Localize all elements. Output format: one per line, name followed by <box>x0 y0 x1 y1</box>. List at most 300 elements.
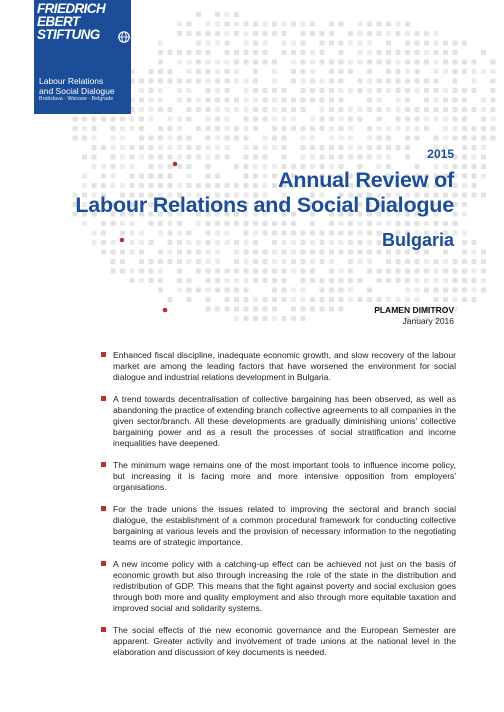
map-dot <box>263 107 268 112</box>
map-dot <box>187 31 192 36</box>
map-dot <box>481 50 486 55</box>
map-dot <box>187 240 192 245</box>
map-dot <box>377 126 382 131</box>
map-dot <box>120 145 125 150</box>
map-dot <box>225 297 230 302</box>
map-dot <box>291 98 296 103</box>
map-dot <box>291 259 296 264</box>
map-dot <box>253 155 258 160</box>
map-dot <box>481 145 486 150</box>
map-dot <box>405 155 410 160</box>
map-dot <box>415 41 420 46</box>
map-dot <box>158 50 163 55</box>
map-dot <box>139 231 144 236</box>
map-dot <box>339 155 344 160</box>
map-dot <box>348 31 353 36</box>
map-dot <box>272 269 277 274</box>
map-dot <box>396 88 401 93</box>
map-dot <box>196 126 201 131</box>
map-dot <box>434 278 439 283</box>
map-dot <box>491 98 496 103</box>
map-dot <box>481 126 486 131</box>
map-dot <box>472 278 477 283</box>
map-dot <box>405 269 410 274</box>
map-dot <box>282 88 287 93</box>
map-dot <box>405 50 410 55</box>
map-dot <box>301 136 306 141</box>
map-dot <box>244 278 249 283</box>
map-dot <box>377 136 382 141</box>
map-dot <box>301 41 306 46</box>
map-dot <box>396 31 401 36</box>
map-dot <box>130 145 135 150</box>
map-dot <box>130 126 135 131</box>
map-dot <box>234 288 239 293</box>
map-dot <box>196 221 201 226</box>
map-dot <box>272 288 277 293</box>
map-dot <box>310 221 315 226</box>
map-dot <box>234 50 239 55</box>
map-dot <box>282 31 287 36</box>
map-dot <box>234 269 239 274</box>
map-dot <box>386 88 391 93</box>
map-dot <box>358 107 363 112</box>
map-dot <box>358 145 363 150</box>
map-dot <box>272 231 277 236</box>
map-dot <box>481 250 486 255</box>
map-dot <box>263 50 268 55</box>
map-dot <box>253 231 258 236</box>
map-dot <box>415 297 420 302</box>
map-dot <box>301 278 306 283</box>
map-dot <box>415 107 420 112</box>
map-dot <box>263 88 268 93</box>
map-dot <box>234 69 239 74</box>
map-dot <box>177 278 182 283</box>
program-line-1: Labour Relations <box>39 76 104 86</box>
map-dot <box>453 259 458 264</box>
logo-line-2: EBERT <box>37 14 80 29</box>
map-dot <box>168 136 173 141</box>
map-dot <box>139 250 144 255</box>
map-dot <box>149 259 154 264</box>
map-dot <box>453 60 458 65</box>
map-dot <box>472 136 477 141</box>
map-dot <box>282 117 287 122</box>
map-dot <box>472 79 477 84</box>
map-dot <box>206 50 211 55</box>
map-dot <box>234 221 239 226</box>
map-dot <box>396 117 401 122</box>
map-dot <box>329 240 334 245</box>
map-dot <box>358 221 363 226</box>
map-dot <box>367 259 372 264</box>
map-dot <box>215 145 220 150</box>
map-dot <box>472 174 477 179</box>
map-dot <box>187 297 192 302</box>
map-dot <box>320 288 325 293</box>
map-dot <box>481 107 486 112</box>
map-dot <box>434 269 439 274</box>
map-dot <box>225 155 230 160</box>
map-dot <box>377 240 382 245</box>
map-dot <box>443 60 448 65</box>
bullet-text: A new income policy with a catching-up effect can be achieved not just on the basis of economic growth but also through increasing the role of the state in the distribution and redistribution of GDP. This means that the fight against poverty and social exclusion goes through both more and quality employment and also through more equitable taxation and improved social and solidarity systems. <box>113 559 456 613</box>
map-dot <box>358 88 363 93</box>
map-dot <box>481 278 486 283</box>
map-dot <box>462 278 467 283</box>
map-dot <box>130 250 135 255</box>
map-dot <box>377 155 382 160</box>
map-dot <box>244 60 249 65</box>
map-dot <box>82 155 87 160</box>
map-dot <box>377 107 382 112</box>
map-dot <box>329 22 334 27</box>
map-dot <box>405 60 410 65</box>
map-dot <box>291 288 296 293</box>
map-dot <box>177 145 182 150</box>
map-dot <box>367 79 372 84</box>
map-dot <box>462 183 467 188</box>
map-dot <box>348 155 353 160</box>
map-dot <box>386 22 391 27</box>
map-dot <box>434 288 439 293</box>
map-dot <box>434 107 439 112</box>
map-dot <box>348 250 353 255</box>
map-dot <box>111 240 116 245</box>
map-dot <box>396 278 401 283</box>
map-dot <box>168 231 173 236</box>
map-dot <box>396 297 401 302</box>
map-dot <box>396 259 401 264</box>
bullet-text: Enhanced fiscal discipline, inadequate economic growth, and slow recovery of the labour market are among the leading factors that have worsened the environment for social dialogue and industrial relations development in Bulgaria. <box>113 350 456 382</box>
map-dot <box>187 145 192 150</box>
map-dot <box>472 88 477 93</box>
map-dot <box>149 69 154 74</box>
map-dot <box>120 259 125 264</box>
map-dot <box>491 60 496 65</box>
title-line-2: Labour Relations and Social Dialogue <box>75 193 454 217</box>
map-dot <box>320 41 325 46</box>
map-dot <box>453 50 458 55</box>
logo-locations: Bratislava · Warsaw · Belgrade <box>39 96 114 102</box>
map-dot <box>348 278 353 283</box>
globe-icon <box>118 31 130 43</box>
map-dot <box>177 221 182 226</box>
map-dot <box>253 31 258 36</box>
title-line-1: Annual Review of <box>278 168 454 192</box>
map-dot <box>339 278 344 283</box>
map-dot <box>377 88 382 93</box>
map-dot <box>187 288 192 293</box>
list-item <box>95 625 456 658</box>
map-dot <box>234 12 239 17</box>
map-dot <box>206 240 211 245</box>
map-dot <box>377 60 382 65</box>
map-dot <box>177 155 182 160</box>
map-dot <box>225 98 230 103</box>
map-dot <box>462 41 467 46</box>
map-dot <box>462 193 467 198</box>
map-dot <box>82 126 87 131</box>
map-dot <box>481 269 486 274</box>
map-dot <box>386 41 391 46</box>
map-dot <box>225 69 230 74</box>
map-dot <box>282 50 287 55</box>
map-dot <box>291 316 296 321</box>
map-dot <box>206 107 211 112</box>
map-dot <box>225 88 230 93</box>
map-dot <box>82 221 87 226</box>
map-dot <box>415 88 420 93</box>
map-dot <box>377 250 382 255</box>
map-dot <box>301 231 306 236</box>
map-dot <box>367 269 372 274</box>
map-dot <box>462 240 467 245</box>
map-dot <box>206 259 211 264</box>
map-dot <box>358 50 363 55</box>
map-dot <box>329 107 334 112</box>
map-dot <box>472 288 477 293</box>
map-dot <box>130 221 135 226</box>
map-dot <box>386 155 391 160</box>
map-dot <box>462 288 467 293</box>
map-dot <box>263 60 268 65</box>
map-dot <box>434 259 439 264</box>
map-dot <box>472 240 477 245</box>
map-dot <box>225 240 230 245</box>
map-dot <box>367 250 372 255</box>
list-item <box>95 460 456 493</box>
map-dot <box>472 297 477 302</box>
map-dot <box>329 88 334 93</box>
map-dot <box>348 69 353 74</box>
map-dot <box>139 136 144 141</box>
map-dot <box>291 69 296 74</box>
map-dot <box>149 136 154 141</box>
map-dot <box>320 231 325 236</box>
map-dot <box>272 278 277 283</box>
map-dot <box>396 22 401 27</box>
map-dot <box>320 307 325 312</box>
map-dot <box>339 231 344 236</box>
map-dot <box>434 297 439 302</box>
map-dot <box>472 69 477 74</box>
map-dot <box>206 117 211 122</box>
map-dot <box>339 136 344 141</box>
map-dot <box>291 231 296 236</box>
map-dot <box>434 41 439 46</box>
map-dot <box>415 126 420 131</box>
map-dot <box>244 79 249 84</box>
map-dot <box>367 136 372 141</box>
map-dot <box>329 250 334 255</box>
map-dot <box>339 41 344 46</box>
map-dot <box>187 98 192 103</box>
map-dot <box>301 288 306 293</box>
map-dot <box>405 288 410 293</box>
map-dot <box>215 136 220 141</box>
map-dot <box>491 79 496 84</box>
map-dot <box>386 31 391 36</box>
map-dot <box>443 269 448 274</box>
map-dot <box>244 221 249 226</box>
map-dot <box>215 288 220 293</box>
map-dot <box>339 145 344 150</box>
map-dot <box>386 60 391 65</box>
map-dot <box>320 240 325 245</box>
map-dot <box>263 22 268 27</box>
map-dot <box>187 88 192 93</box>
map-dot <box>158 136 163 141</box>
map-dot <box>101 117 106 122</box>
map-dot <box>481 174 486 179</box>
map-dot <box>215 31 220 36</box>
map-dot <box>215 79 220 84</box>
map-dot <box>453 69 458 74</box>
map-dot <box>443 278 448 283</box>
map-dot <box>310 297 315 302</box>
map-dot <box>462 212 467 217</box>
map-dot <box>396 269 401 274</box>
map-dot <box>225 278 230 283</box>
map-dot <box>168 259 173 264</box>
map-dot <box>396 221 401 226</box>
map-dot <box>396 98 401 103</box>
report-year: 2015 <box>427 147 454 161</box>
map-dot <box>377 269 382 274</box>
map-dot <box>272 60 277 65</box>
map-dot <box>462 250 467 255</box>
map-dot <box>424 79 429 84</box>
map-dot <box>358 22 363 27</box>
map-dot <box>415 136 420 141</box>
map-dot <box>196 269 201 274</box>
map-dot <box>348 136 353 141</box>
map-dot <box>462 98 467 103</box>
map-dot <box>443 259 448 264</box>
map-dot <box>196 145 201 150</box>
map-dot <box>424 259 429 264</box>
map-dot <box>272 107 277 112</box>
map-dot <box>424 98 429 103</box>
city-marker-icon <box>163 308 168 313</box>
map-dot <box>424 269 429 274</box>
map-dot <box>434 31 439 36</box>
map-dot <box>424 117 429 122</box>
map-dot <box>263 316 268 321</box>
map-dot <box>225 107 230 112</box>
map-dot <box>310 307 315 312</box>
map-dot <box>215 107 220 112</box>
map-dot <box>215 250 220 255</box>
map-dot <box>272 250 277 255</box>
map-dot <box>225 31 230 36</box>
map-dot <box>168 107 173 112</box>
map-dot <box>291 22 296 27</box>
map-dot <box>301 250 306 255</box>
map-dot <box>301 259 306 264</box>
map-dot <box>386 259 391 264</box>
map-dot <box>301 69 306 74</box>
map-dot <box>215 240 220 245</box>
map-dot <box>244 250 249 255</box>
map-dot <box>196 98 201 103</box>
map-dot <box>111 269 116 274</box>
map-dot <box>320 60 325 65</box>
map-dot <box>491 136 496 141</box>
map-dot <box>177 259 182 264</box>
map-dot <box>253 126 258 131</box>
map-dot <box>253 307 258 312</box>
map-dot <box>443 288 448 293</box>
report-title <box>75 168 454 218</box>
map-dot <box>92 240 97 245</box>
map-dot <box>443 50 448 55</box>
map-dot <box>367 98 372 103</box>
map-dot <box>453 136 458 141</box>
map-dot <box>158 145 163 150</box>
map-dot <box>158 88 163 93</box>
map-dot <box>177 126 182 131</box>
map-dot <box>206 288 211 293</box>
map-dot <box>263 117 268 122</box>
map-dot <box>177 117 182 122</box>
map-dot <box>329 41 334 46</box>
map-dot <box>377 278 382 283</box>
map-dot <box>462 202 467 207</box>
map-dot <box>377 31 382 36</box>
map-dot <box>462 269 467 274</box>
map-dot <box>415 288 420 293</box>
map-dot <box>282 231 287 236</box>
map-dot <box>358 250 363 255</box>
map-dot <box>282 240 287 245</box>
map-dot <box>386 297 391 302</box>
map-dot <box>472 155 477 160</box>
map-dot <box>367 231 372 236</box>
logo-line-1: FRIEDRICH <box>37 1 106 16</box>
map-dot <box>339 50 344 55</box>
map-dot <box>481 117 486 122</box>
map-dot <box>196 69 201 74</box>
map-dot <box>111 145 116 150</box>
map-dot <box>405 297 410 302</box>
map-dot <box>301 98 306 103</box>
map-dot <box>329 31 334 36</box>
map-dot <box>196 31 201 36</box>
map-dot <box>92 145 97 150</box>
map-dot <box>386 69 391 74</box>
map-dot <box>462 60 467 65</box>
map-dot <box>215 278 220 283</box>
map-dot <box>120 250 125 255</box>
map-dot <box>462 231 467 236</box>
map-dot <box>263 278 268 283</box>
map-dot <box>101 250 106 255</box>
map-dot <box>187 107 192 112</box>
map-dot <box>310 259 315 264</box>
map-dot <box>481 259 486 264</box>
map-dot <box>424 41 429 46</box>
map-dot <box>206 278 211 283</box>
map-dot <box>282 107 287 112</box>
logo-program-name <box>39 76 115 96</box>
map-dot <box>73 136 78 141</box>
map-dot <box>291 126 296 131</box>
map-dot <box>348 231 353 236</box>
map-dot <box>415 60 420 65</box>
